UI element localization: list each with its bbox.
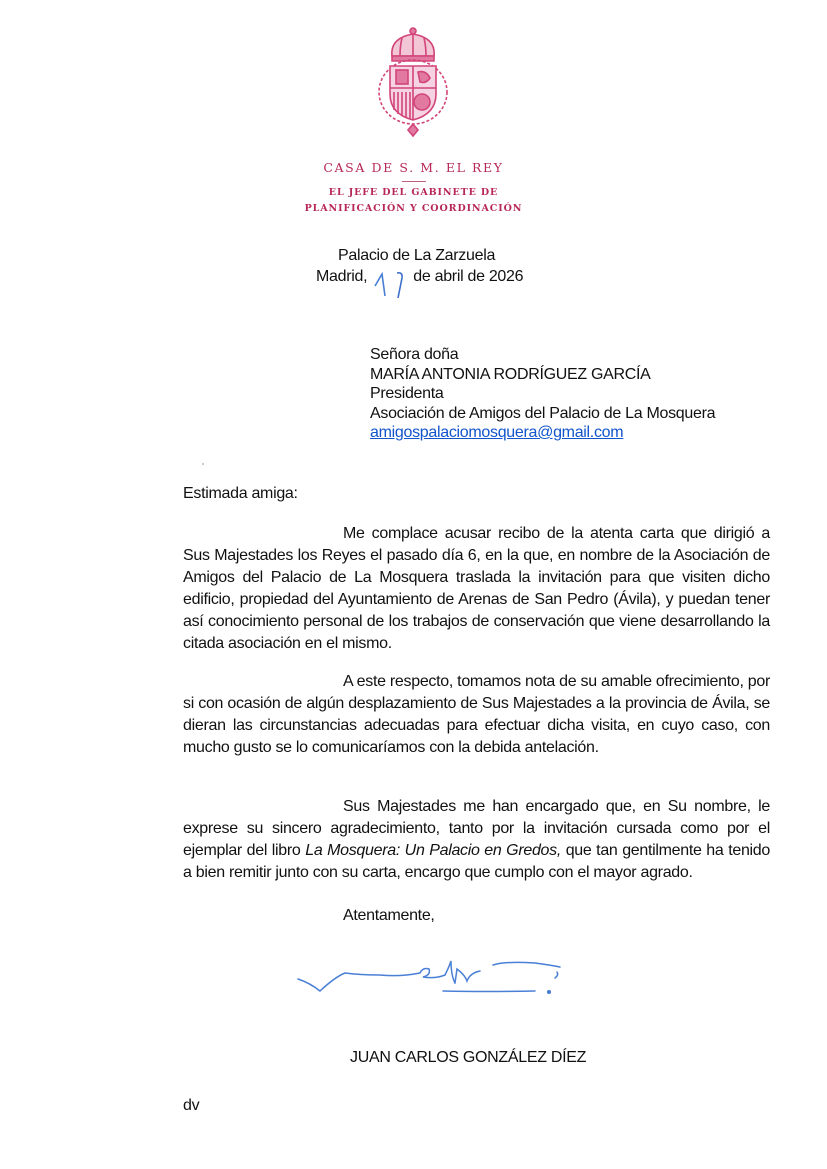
body-paragraph-1 — [183, 523, 770, 655]
handwritten-day-mark-icon — [367, 268, 413, 302]
paragraph-2-text: A este respecto, tomamos nota de su amable ofrecimiento, por si con ocasión de algún desplazamiento de Sus Majestades a la provincia de Ávila, se dieran las circunstancias adecuadas para efectuar dicha visita, en cuyo caso, con mucho gusto se lo comunicaríamos con la debida antelación. — [183, 673, 770, 756]
body-paragraph-2 — [183, 671, 770, 759]
institution-name: CASA DE S. M. EL REY — [323, 160, 504, 175]
royal-coat-of-arms-icon — [370, 26, 456, 138]
body-paragraph-3 — [183, 796, 770, 884]
book-title: La Mosquera: Un Palacio en Gredos, — [305, 842, 561, 859]
recipient-salutation-title: Señora doña — [370, 346, 459, 363]
reference-initials: dv — [183, 1097, 200, 1114]
place-line: Palacio de La Zarzuela — [338, 247, 496, 264]
date-line — [316, 266, 523, 288]
paragraph-3-text-start: Sus Majestades me han encargado que, en Su nombre, le exprese su sincero agradecimiento, tanto por la invitación cursada como por el ejemplar del libro — [183, 798, 770, 859]
date-rest: de abril de 2026 — [413, 268, 524, 285]
date-city: Madrid, — [316, 268, 368, 285]
handwritten-signature-icon — [295, 955, 625, 1015]
recipient-block — [370, 345, 715, 443]
recipient-position: Presidenta — [370, 385, 444, 402]
office-title-line1: EL JEFE DEL GABINETE DE — [328, 187, 499, 198]
office-title-line2: PLANIFICACIÓN Y COORDINACIÓN — [304, 203, 523, 214]
recipient-organization: Asociación de Amigos del Palacio de La Mosquera — [370, 404, 716, 422]
handwritten-day — [367, 266, 413, 288]
letterhead-divider — [402, 181, 426, 182]
valediction: Atentamente, — [343, 907, 435, 924]
recipient-email-link[interactable]: amigospalaciomosquera@gmail.com — [370, 424, 624, 441]
paragraph-3-text-end: que tan gentilmente ha tenido a bien remitir junto con su carta, encargo que cumplo con el mayor agrado. — [183, 842, 770, 881]
paragraph-1-text: Me complace acusar recibo de la atenta carta que dirigió a Sus Majestades los Reyes el pasado día 6, en la que, en nombre de la Asociación de Amigos del Palacio de La Mosquera traslada la invitación para que visiten dicho edificio, propiedad del Ayuntamiento de Arenas de San Pedro (Ávila), y puedan tener así conocimiento personal de los trabajos de conservación que viene desarrollando la citada asociación en el mismo. — [183, 525, 770, 652]
recipient-name: MARÍA ANTONIA RODRÍGUEZ GARCÍA — [370, 365, 651, 383]
signer-name: JUAN CARLOS GONZÁLEZ DÍEZ — [350, 1049, 587, 1066]
scan-speck — [202, 463, 204, 465]
greeting: Estimada amiga: — [183, 485, 298, 502]
